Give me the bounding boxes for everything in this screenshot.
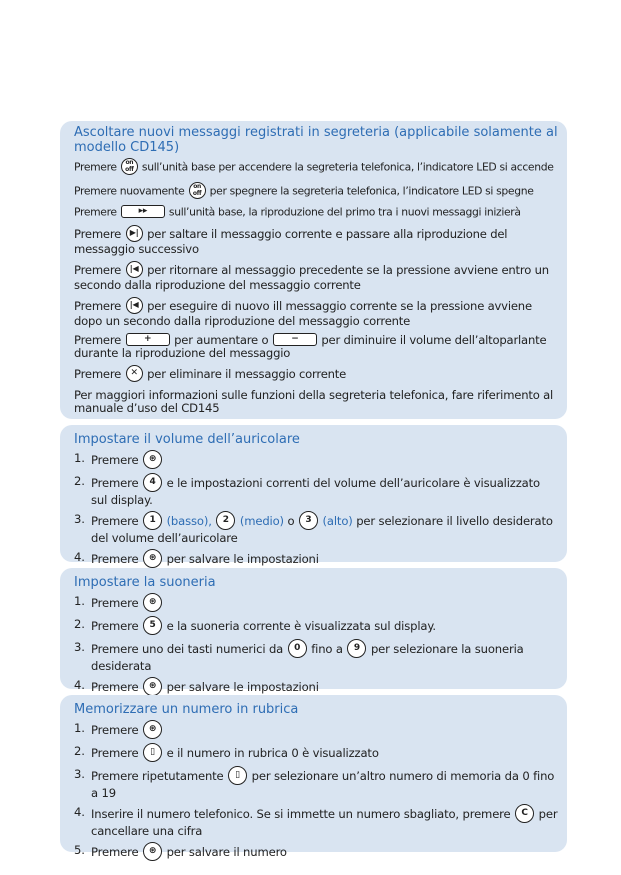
instruction-line: Premere ▶| per saltare il messaggio corrente e passare alla riproduzione del messaggio successivo (74, 226, 508, 256)
instruction-line: Premere on off sull’unità base per accendere la segreteria telefonica, l’indicatore LED si accende (74, 159, 554, 174)
on-off-key-icon: on off (189, 182, 206, 199)
list-item: 2. Premere 5 e la suoneria corrente è visualizzata sul display. (74, 617, 436, 633)
instruction-line: Premere |◀ per eseguire di nuovo ill messaggio corrente se la pressione avviene dopo un secondo dalla riproduzione del messaggio corrente (74, 298, 532, 328)
minus-key-icon: − (273, 333, 317, 346)
section-title: Impostare la suoneria (74, 575, 216, 590)
on-off-key-icon: on off (121, 158, 138, 175)
key-9-icon: 9 (347, 639, 366, 658)
list-item: 1. Premere ⊛ (74, 594, 559, 613)
earpiece-volume-panel (60, 425, 567, 566)
instruction-line: Premere ✕ per eliminare il messaggio corrente (74, 366, 347, 381)
section-title: Memorizzare un numero in rubrica (74, 702, 299, 717)
plus-key-icon: + (126, 333, 170, 346)
instruction-line: Premere |◀ per ritornare al messaggio precedente se la pressione avviene entro un secondo dalla riproduzione del messaggio corrente (74, 262, 549, 292)
list-item: 5. Premere ⊛ per salvare il numero (74, 843, 287, 859)
repeat-key-icon: |◀ (126, 297, 143, 314)
instruction-line: Premere + per aumentare o − per diminuire il volume dell’altoparlante durante la riproduzione del messaggio (74, 332, 547, 360)
instruction-line: Per maggiori informazioni sulle funzioni della segreteria telefonica, fare riferimento al manuale d’uso del CD145 (74, 388, 554, 415)
section-title: Impostare il volume dell’auricolare (74, 432, 300, 447)
key-0-icon: 0 (288, 639, 307, 658)
list-item: 3. Premere 1 (basso), 2 (medio) o 3 (alto) per selezionare il livello desiderato del volume dell’auricolare (74, 512, 553, 545)
menu-key-icon: ⊛ (143, 842, 162, 861)
list-item: 4. Inserire il numero telefonico. Se si immette un numero sbagliato, premere C per cancellare una cifra (74, 805, 558, 838)
list-item: 1. Premere ⊛ (74, 721, 559, 740)
phonebook-key-icon: ▯ (228, 766, 247, 785)
list-item: 2. Premere ▯ e il numero in rubrica 0 è visualizzato (74, 744, 379, 760)
menu-key-icon: ⊛ (143, 720, 162, 739)
list-item: 1. Premere ⊛ (74, 451, 559, 470)
play-key-icon: ▸▸ (121, 205, 165, 218)
skip-forward-key-icon: ▶| (126, 225, 143, 242)
list-item: 3. Premere ripetutamente ▯ per selezionare un’altro numero di memoria da 0 fino a 19 (74, 767, 555, 800)
menu-key-icon: ⊛ (143, 450, 162, 469)
delete-key-icon: ✕ (126, 365, 143, 382)
key-2-icon: 2 (216, 511, 235, 530)
key-5-icon: 5 (143, 616, 162, 635)
answering-machine-panel (60, 121, 567, 419)
skip-back-key-icon: |◀ (126, 261, 143, 278)
list-item: 4. Premere ⊛ per salvare le impostazioni (74, 678, 319, 694)
key-1-icon: 1 (143, 511, 162, 530)
key-3-icon: 3 (299, 511, 318, 530)
phonebook-panel (60, 695, 567, 859)
ringtone-panel (60, 568, 567, 694)
section-title: Ascoltare nuovi messaggi registrati in segreteria (applicabile solamente al modello CD145) (74, 125, 558, 155)
clear-key-icon: C (515, 804, 534, 823)
instruction-line: Premere nuovamente on off per spegnere la segreteria telefonica, l’indicatore LED si spegne (74, 182, 534, 197)
menu-key-icon: ⊛ (143, 677, 162, 696)
list-item: 2. Premere 4 e le impostazioni correnti del volume dell’auricolare è visualizzato sul display. (74, 474, 540, 507)
phonebook-key-icon: ▯ (143, 743, 162, 762)
list-item: 4. Premere ⊛ per salvare le impostazioni (74, 550, 319, 566)
key-4-icon: 4 (143, 473, 162, 492)
menu-key-icon: ⊛ (143, 593, 162, 612)
instruction-line: Premere ▸▸ sull’unità base, la riproduzione del primo tra i nuovi messaggi inizierà (74, 205, 521, 219)
list-item: 3. Premere uno dei tasti numerici da 0 fino a 9 per selezionare la suoneria desiderata (74, 640, 524, 673)
menu-key-icon: ⊛ (143, 549, 162, 568)
